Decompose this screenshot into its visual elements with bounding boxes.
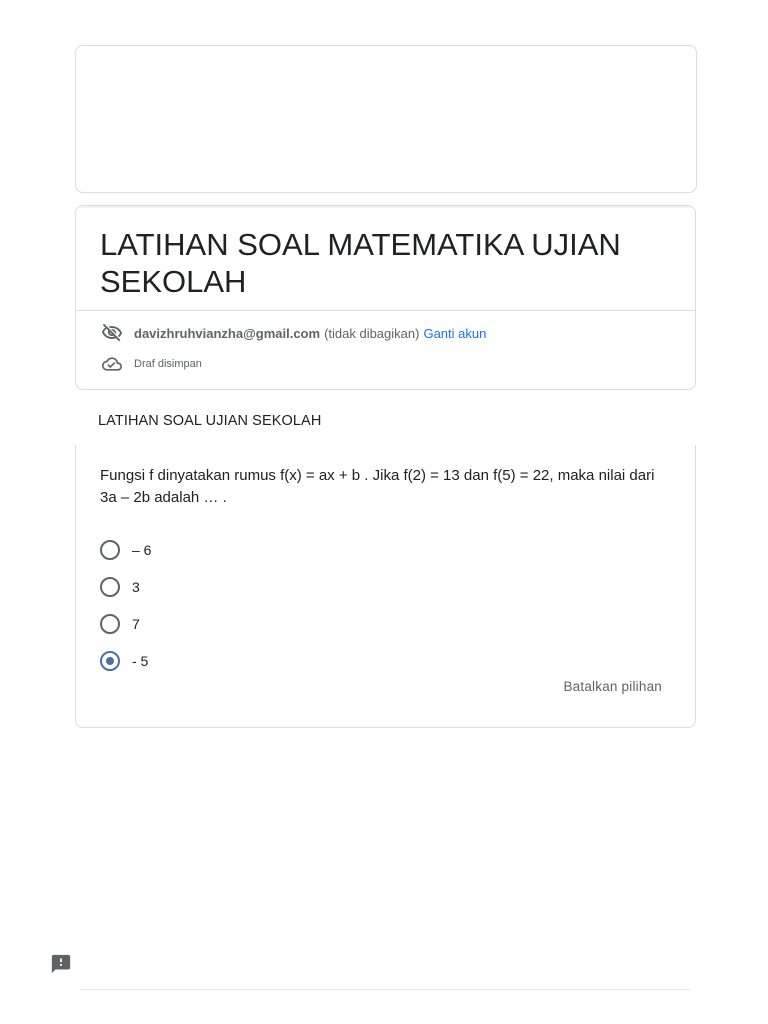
clear-selection-button[interactable]: Batalkan pilihan	[563, 679, 662, 694]
footer-divider	[80, 989, 690, 990]
question-text: Fungsi f dinyatakan rumus f(x) = ax + b . Jika f(2) = 13 dan f(5) = 22, maka nilai dari 3a – 2b adalah … .	[100, 467, 655, 506]
card-accent	[76, 206, 695, 208]
option-label: - 5	[132, 652, 149, 669]
radio-button[interactable]	[100, 577, 120, 597]
account-email: davizhruhvianzha@gmail.com	[134, 325, 321, 341]
divider	[76, 310, 695, 311]
option-1[interactable]	[100, 531, 151, 568]
form-title: LATIHAN SOAL MATEMATIKA UJIAN SEKOLAH	[100, 227, 621, 299]
radio-button[interactable]	[100, 540, 120, 560]
radio-button-selected[interactable]	[100, 651, 120, 671]
question-card	[75, 445, 696, 728]
option-label: 3	[132, 578, 140, 595]
not-shared-note: (tidak dibagikan)	[324, 325, 420, 341]
feedback-icon[interactable]	[50, 953, 72, 975]
cloud-done-icon	[100, 352, 124, 376]
option-label: – 6	[132, 541, 152, 558]
option-4[interactable]	[100, 642, 151, 679]
form-header-card	[75, 205, 696, 390]
option-2[interactable]	[100, 568, 151, 605]
radio-button[interactable]	[100, 614, 120, 634]
draft-status-row	[100, 352, 202, 376]
switch-account-link[interactable]: Ganti akun	[423, 325, 487, 341]
account-row	[100, 320, 486, 346]
option-3[interactable]	[100, 605, 151, 642]
draft-status: Draf disimpan	[134, 358, 202, 370]
section-title: LATIHAN SOAL UJIAN SEKOLAH	[98, 413, 322, 429]
radio-group	[100, 531, 151, 679]
eye-off-icon	[100, 321, 124, 345]
header-banner	[75, 45, 697, 193]
option-label: 7	[132, 615, 140, 632]
